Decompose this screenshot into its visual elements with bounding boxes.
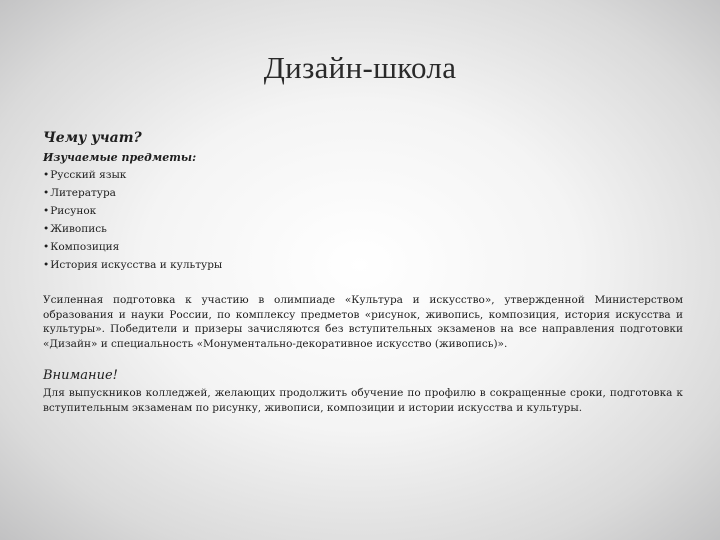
olympiad-paragraph: Усиленная подготовка к участию в олимпиаде «Культура и искусство», утвержденной Министерством образования и науки России, по комплексу предметов «рисунок, живопись, композиция, история искусства и культуры». Победители и призеры зачисляются без вступительных экзаменов на все направления подготовки «Дизайн» и специальность «Монументально-декоративное искусство (живопись)». [43, 294, 683, 350]
subject-item: • История искусства и культуры [43, 256, 683, 274]
subject-item: • Живопись [43, 220, 683, 238]
subjects-heading: Изучаемые предметы: [43, 151, 197, 164]
subject-item: • Литература [43, 184, 683, 202]
subject-item: • Рисунок [43, 202, 683, 220]
subject-item: • Композиция [43, 238, 683, 256]
section-question: Чему учат? [43, 130, 142, 146]
slide-title: Дизайн-школа [263, 50, 457, 85]
subjects-list [43, 166, 683, 274]
subject-item: • Русский язык [43, 166, 683, 184]
attention-heading: Внимание! [43, 368, 118, 383]
graduates-note: Для выпускников колледжей, желающих продолжить обучение по профилю в сокращенные сроки, подготовка к вступительным экзаменам по рисунку, живописи, композиции и истории искусства и культуры. [43, 387, 683, 414]
slide-body [43, 129, 683, 415]
